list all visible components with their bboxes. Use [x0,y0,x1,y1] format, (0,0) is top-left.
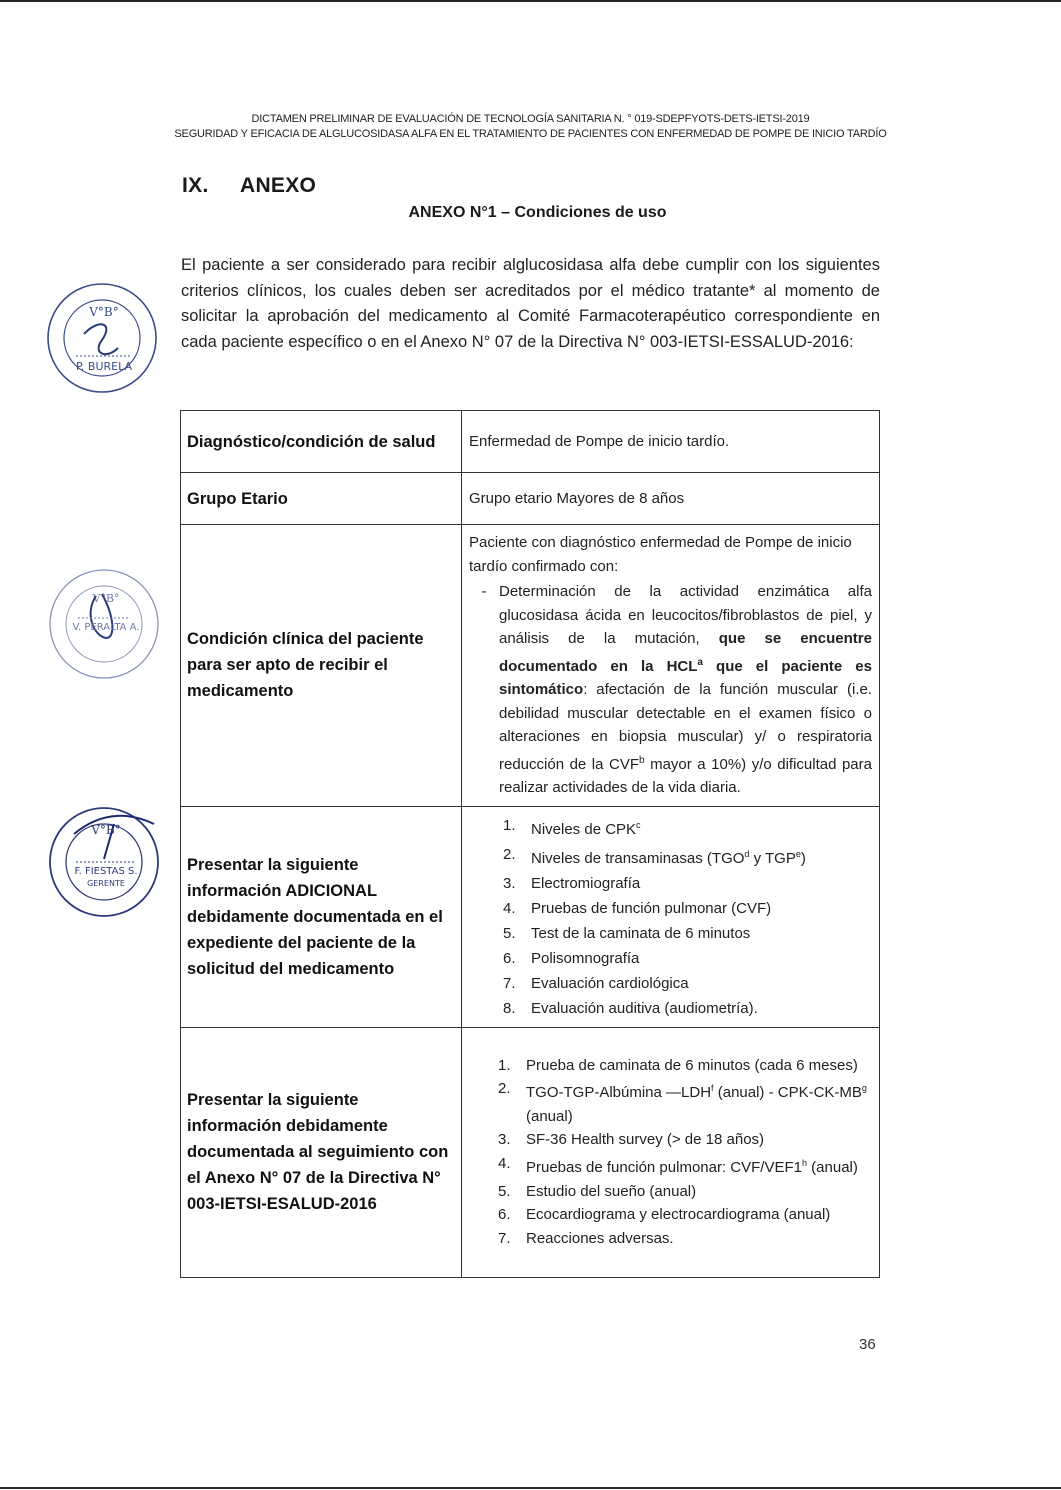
stamp-3-name: F. FIESTAS S. [74,866,138,877]
list-item-text [526,1128,872,1152]
list-item-part: (anual) [526,1107,573,1125]
list-item-part: (anual) [807,1159,858,1176]
approval-stamp-1 [44,278,164,400]
footnote-marker: e [795,848,801,859]
row-label-clinical-condition: Condición clínica del paciente para ser apto de recibir el medicamento [181,525,462,807]
list-item [469,996,872,1021]
row-label-additional-info: Presentar la siguiente información ADICIONAL debidamente documentada en el expediente del paciente de la solicitud del medicamento [181,806,462,1027]
list-number-text: 4. [503,899,516,917]
list-item-part: Pruebas de función pulmonar (CVF) [531,899,772,917]
list-item [469,1203,872,1227]
list-item-text [526,1077,872,1128]
header-line-1: DICTAMEN PRELIMINAR DE EVALUACIÓN DE TECNOLOGÍA SANITARIA N. ° 019-SDEPFYOTS-DETS-IETSI-2019 [251,113,810,125]
list-item [469,921,872,946]
list-item-part: TGO-TGP-Albúmina —LDH [526,1084,712,1102]
footnote-b: b [638,754,645,766]
list-number [469,1128,526,1152]
page-number: 36 [859,1336,876,1353]
list-item [469,580,872,800]
list-number [469,871,531,896]
table-row [181,1027,880,1277]
list-number-text: 3. [498,1131,511,1149]
list-number-text: 6. [498,1206,511,1224]
footnote-marker: h [801,1158,807,1168]
list-item-part: Test de la caminata de 6 minutos [531,924,751,942]
footnote-marker: c [636,819,641,830]
list-item [469,946,872,971]
stamp-2-name: V. PERALTA A. [72,622,140,633]
list-number [469,896,531,921]
additional-info-list [469,813,872,1021]
list-number [469,971,531,996]
list-item [469,1152,872,1180]
list-item-part: Reacciones adversas. [526,1229,674,1247]
criteria-part-1: Determinación de la actividad enzimática alfa glucosidasa ácida en leucocitos/fibroblastos de piel, y análisis de la mutación, [499,583,872,647]
list-number [469,1054,526,1078]
list-item-text [526,1152,872,1180]
list-number [469,921,531,946]
row-label-diagnosis: Diagnóstico/condición de salud [181,411,462,473]
table-row [181,411,880,473]
table-row [181,525,880,807]
list-number-text: 5. [503,924,516,942]
criteria-bold-2: que el paciente es sintomático [499,657,872,698]
list-item-text [526,1227,872,1251]
row-value-additional-info [462,806,880,1027]
list-item [469,1054,872,1078]
approval-stamp-3 [44,804,164,924]
footnote-marker: f [711,1083,714,1094]
section-title [182,174,316,198]
list-item [469,1227,872,1251]
footnote-a: a [697,656,703,668]
list-item [469,871,872,896]
criteria-bold-1: que se encuentre documentado en la HCL [499,630,872,675]
clinical-criteria-text [499,580,872,800]
list-number [469,1077,526,1128]
list-item-part: Niveles de transaminasas (TGO [531,849,745,867]
list-item [469,1180,872,1204]
list-number-text: 2. [498,1080,511,1098]
stamp-3-role: GERENTE [87,879,125,888]
list-item-part: Ecocardiograma y electrocardiograma (anual) [526,1206,831,1224]
row-value-diagnosis: Enfermedad de Pompe de inicio tardío. [462,411,880,473]
list-number-text: 2. [503,845,516,863]
table-row [181,806,880,1027]
followup-info-list [469,1054,872,1251]
section-number: IX. [182,174,209,197]
list-item [469,896,872,921]
list-item-text [531,842,872,871]
list-item [469,971,872,996]
list-number-text: 5. [498,1182,511,1200]
list-item [469,1077,872,1128]
criteria-part-2: : afectación de la función muscular (i.e. debilidad muscular detectable en el examen físico o alteraciones en biopsia muscular) y/ o respiratoria reducción de la CVF [499,681,872,773]
list-number-text: 7. [503,974,516,992]
list-item-part: SF-36 Health survey (> de 18 años) [526,1131,765,1149]
list-item-text [531,996,872,1021]
list-number [469,946,531,971]
document-header [0,112,1061,142]
list-item-part: Prueba de caminata de 6 minutos (cada 6 meses) [526,1056,858,1074]
list-number-text: 3. [503,874,516,892]
stamp-3-vobo: V°B° [91,823,121,837]
list-item [469,1128,872,1152]
list-item-text [531,896,872,921]
footnote-marker: d [744,848,750,859]
list-item-part: y TGP [749,849,796,867]
row-value-age-group: Grupo etario Mayores de 8 años [462,473,880,525]
row-value-clinical-condition [462,525,880,807]
list-number [469,1203,526,1227]
list-number [469,1227,526,1251]
row-label-age-group: Grupo Etario [181,473,462,525]
stamp-1-name: P. BURELA [75,360,133,373]
list-item-part: Estudio del sueño (anual) [526,1182,697,1200]
stamp-1-vobo: V°B° [89,305,119,319]
list-item-text [531,871,872,896]
list-item-part: Electromiografía [531,874,641,892]
table-row [181,473,880,525]
criteria-part-3: mayor a 10%) y/o dificultad para realizar actividades de la vida diaria. [499,755,872,796]
list-number [469,813,531,842]
clinical-lead-text: Paciente con diagnóstico enfermedad de Pompe de inicio tardío confirmado con: [469,534,852,575]
list-number-text: 7. [498,1229,511,1247]
annex-title: ANEXO N°1 – Condiciones de uso [408,204,667,221]
list-item-part: Niveles de CPK [531,820,637,838]
stamp-2-vobo: V°B° [92,592,120,605]
conditions-table [180,410,880,1278]
list-number-text: 1. [498,1056,511,1074]
list-number [469,842,531,871]
list-item-text [531,813,872,842]
list-number [469,1152,526,1180]
list-item-part: Pruebas de función pulmonar: CVF/VEF1 [526,1159,802,1176]
list-item-part: (anual) - CPK-CK-MB [713,1084,862,1102]
scan-edge-bottom [0,1487,1061,1489]
dash-bullet: - [481,583,487,600]
list-item [469,813,872,842]
list-item-text [526,1180,872,1204]
list-number [469,1180,526,1204]
list-number [469,996,531,1021]
list-item-part: Evaluación cardiológica [531,974,689,992]
footnote-marker: g [861,1083,867,1094]
header-line-2: SEGURIDAD Y EFICACIA DE ALGLUCOSIDASA ALFA EN EL TRATAMIENTO DE PACIENTES CON ENFERMEDAD DE POMPE DE INICIO TARDÍO [174,128,887,140]
list-item-text [526,1054,872,1078]
list-number-text: 1. [503,816,516,834]
list-number-text: 4. [498,1155,511,1172]
row-label-followup-info: Presentar la siguiente información debidamente documentada al seguimiento con el Anexo N° 07 de la Directiva N° 003-IETSI-ESALUD-2016 [181,1027,462,1277]
list-item [469,842,872,871]
row-value-followup-info [462,1027,880,1277]
list-item-part: Evaluación auditiva (audiometría). [531,999,758,1017]
list-item-text [531,971,872,996]
list-item-text [531,946,872,971]
list-number-text: 6. [503,949,516,967]
list-number-text: 8. [503,999,516,1017]
intro-paragraph: El paciente a ser considerado para recibir alglucosidasa alfa debe cumplir con los siguientes criterios clínicos, los cuales deben ser acreditados por el médico tratante* al momento de solicitar la aprobación del medicamento al Comité Farmacoterapéutico correspondiente en cada paciente específico o en el Anexo N° 07 de la Directiva N° 003-IETSI-ESSALUD-2016: [181,256,880,351]
section-heading: ANEXO [240,174,317,197]
list-item-text [526,1203,872,1227]
list-item-text [531,921,872,946]
approval-stamp-2 [44,566,164,686]
scan-edge-top [0,0,1061,2]
list-item-part: ) [800,849,806,867]
list-item-part: Polisomnografía [531,949,640,967]
